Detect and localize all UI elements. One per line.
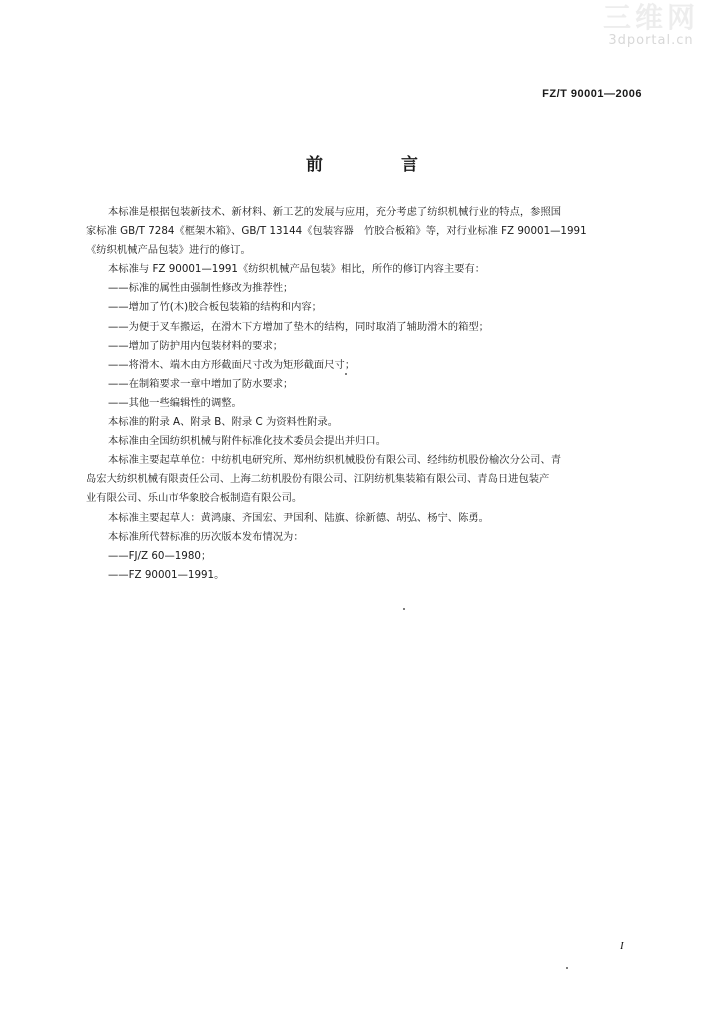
page-number: I — [620, 940, 624, 952]
text-line: 本标准与 FZ 90001—1991《纺织机械产品包装》相比，所作的修订内容主要有： — [108, 263, 486, 276]
text-line: ——标准的属性由强制性修改为推荐性； — [108, 282, 294, 295]
foreword-body — [86, 203, 648, 585]
text-line: ——增加了竹(木)胶合板包装箱的结构和内容； — [108, 301, 322, 314]
watermark-text-en: 3dportal.cn — [608, 33, 694, 48]
text-line: ——FJ/Z 60—1980； — [108, 549, 212, 562]
text-line: ——将滑木、端木由方形截面尺寸改为矩形截面尺寸； — [108, 358, 356, 371]
text-line: 《纺织机械产品包装》进行的修订。 — [86, 244, 251, 257]
text-line: 本标准是根据包装新技术、新材料、新工艺的发展与应用，充分考虑了纺织机械行业的特点，参照国 — [108, 206, 562, 218]
text-line: 业有限公司、乐山市华象胶合板制造有限公司。 — [86, 492, 303, 505]
text-line: 本标准主要起草单位：中纺机电研究所、郑州纺织机械股份有限公司、经纬纺机股份榆次分公司、青 — [108, 454, 562, 467]
standard-code: FZ/T 90001—2006 — [542, 88, 642, 100]
text-line: ——增加了防护用内包装材料的要求； — [108, 339, 284, 352]
text-line: 家标准 GB/T 7284《框架木箱》、GB/T 13144《包装容器 竹胶合板箱》等，对行业标准 FZ 90001—1991 — [86, 225, 587, 238]
scan-speck — [403, 608, 405, 610]
text-line: ——为便于叉车搬运，在滑木下方增加了垫木的结构，同时取消了辅助滑木的箱型； — [108, 320, 489, 333]
scan-speck — [566, 967, 568, 969]
text-line: ——其他一些编辑性的调整。 — [108, 396, 242, 409]
watermark-logo — [586, 2, 716, 52]
text-line: ——在制箱要求一章中增加了防水要求； — [108, 377, 294, 390]
text-line: 本标准由全国纺织机械与附件标准化技术委员会提出并归口。 — [108, 435, 387, 448]
watermark-text-cn: 三维网 — [602, 1, 699, 34]
page-title: 前 言 — [306, 155, 454, 175]
text-line: 本标准所代替标准的历次版本发布情况为： — [108, 530, 304, 543]
text-line: ——FZ 90001—1991。 — [108, 568, 225, 581]
text-line: 本标准主要起草人：黄鸿康、齐国宏、尹国利、陆旗、徐新德、胡弘、杨宁、陈勇。 — [108, 511, 489, 524]
text-line: 本标准的附录 A、附录 B、附录 C 为资料性附录。 — [108, 416, 339, 429]
scan-speck — [345, 373, 347, 375]
text-line: 岛宏大纺织机械有限责任公司、上海二纺机股份有限公司、江阴纺机集装箱有限公司、青岛日进包装产 — [86, 473, 550, 486]
